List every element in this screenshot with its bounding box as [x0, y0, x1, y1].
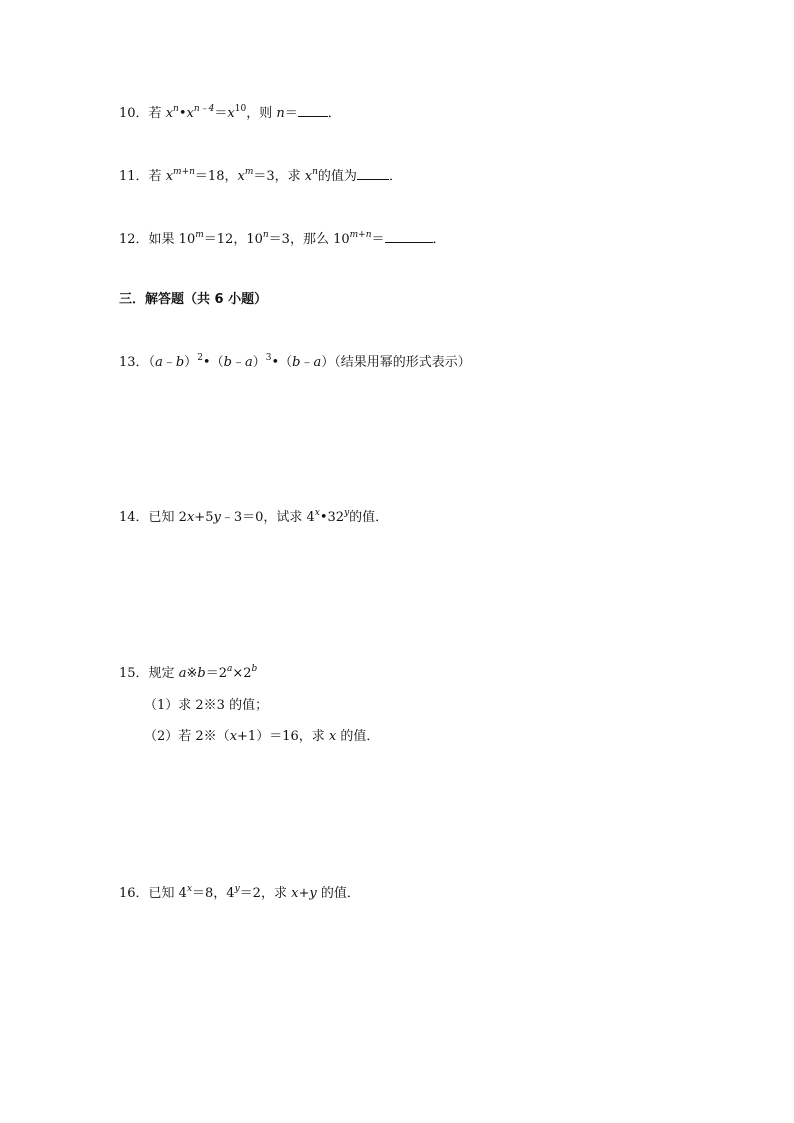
answer-blank[interactable]: [298, 103, 328, 117]
question-intro: 如果 10: [148, 232, 196, 247]
math-var: b: [292, 355, 301, 370]
paren: （: [210, 355, 224, 370]
math-exponent: 2: [197, 352, 203, 363]
paren: （: [279, 355, 293, 370]
paren: （: [148, 355, 156, 370]
question-intro: 已知 2: [148, 510, 187, 525]
math-exponent: m: [195, 229, 204, 240]
question-number: 12．: [119, 232, 149, 247]
math-var: a: [244, 355, 253, 370]
math-minus: ﹣: [162, 355, 176, 370]
math-var: x: [291, 886, 299, 901]
question-text: 的值．: [320, 886, 360, 901]
question-12: [119, 229, 446, 250]
question-text: 的值．: [340, 729, 380, 744]
question-end: ．: [432, 232, 446, 247]
math-exponent: x: [186, 883, 193, 894]
math-var: x: [328, 729, 337, 744]
math-minus: ﹣: [300, 355, 314, 370]
math-var: n: [276, 106, 285, 121]
question-text: ＝3，求: [253, 169, 301, 184]
math-var: b: [197, 666, 206, 681]
paren: ）: [184, 355, 198, 370]
question-15: [119, 664, 257, 684]
math-var: x: [165, 169, 174, 184]
math-dot: •: [271, 355, 280, 370]
question-15-part-2: [144, 727, 379, 747]
math-exponent: 10: [234, 103, 247, 114]
math-exponent: n﹣4: [193, 103, 215, 114]
question-intro: 若: [148, 106, 162, 121]
math-exponent: m+n: [349, 229, 372, 240]
math-exponent: x: [314, 507, 320, 518]
question-intro: 若: [148, 169, 162, 184]
question-number: 13．: [119, 355, 149, 370]
math-base: 32: [327, 510, 345, 525]
question-13: [119, 353, 471, 373]
math-exponent: y: [344, 507, 350, 518]
math-exponent: n: [312, 166, 318, 177]
math-var: x: [186, 510, 195, 525]
question-text: ＝8，4: [192, 886, 235, 901]
question-text: 的值．: [349, 510, 389, 525]
answer-blank[interactable]: [357, 166, 389, 180]
question-number: 15．: [119, 666, 149, 681]
question-number: 11．: [119, 169, 149, 184]
math-term: ＝2: [205, 666, 227, 681]
answer-blank[interactable]: [385, 229, 433, 243]
question-number: 16．: [119, 886, 149, 901]
math-var: b: [175, 355, 185, 370]
math-term: +5: [194, 510, 214, 525]
question-intro: 已知 4: [148, 886, 187, 901]
math-exponent: 3: [265, 352, 272, 363]
math-var: y: [309, 886, 317, 901]
math-exponent: n: [173, 103, 179, 114]
question-text: ＝3，那么 10: [268, 232, 350, 247]
math-equals: ＝: [214, 106, 228, 121]
math-var: x: [237, 169, 245, 184]
math-term: ×2: [232, 666, 252, 681]
math-exponent: m+n: [173, 166, 195, 177]
question-text: ，则: [246, 106, 273, 121]
question-14: [119, 508, 388, 528]
math-plus: +: [298, 886, 310, 901]
question-number: 14．: [119, 510, 149, 525]
question-16: [119, 884, 360, 904]
section-heading: 三．解答题（共 6 小题）: [119, 292, 268, 307]
math-var: x: [227, 106, 235, 121]
question-text: ＝18，: [194, 169, 238, 184]
math-var: x: [229, 729, 238, 744]
question-text: ＝12，10: [203, 232, 263, 247]
math-var: y: [213, 510, 221, 525]
math-minus: ﹣: [231, 355, 245, 370]
question-text: ﹣3＝0，试求 4: [220, 510, 315, 525]
paren: ）: [252, 355, 266, 370]
question-end: ．: [388, 169, 402, 184]
math-exponent: a: [226, 663, 233, 674]
math-var: a: [178, 666, 187, 681]
math-equals: ＝: [371, 232, 385, 247]
math-operator: ※: [186, 666, 198, 681]
question-11: [119, 166, 402, 187]
math-equals: ＝: [284, 106, 298, 121]
math-exponent: m: [244, 166, 254, 177]
math-exponent: b: [251, 663, 258, 674]
question-text: （2）若 2※（: [144, 729, 230, 744]
question-text: ＝2，求: [239, 886, 287, 901]
paren: ）: [321, 355, 335, 370]
math-var: a: [155, 355, 163, 370]
math-var: x: [186, 106, 194, 121]
math-var: a: [313, 355, 322, 370]
math-var: x: [304, 169, 313, 184]
question-10: [119, 103, 341, 124]
math-dot: •: [178, 106, 187, 121]
question-15-part-1: （1）求 2※3 的值；: [144, 698, 269, 713]
math-exponent: n: [262, 229, 269, 240]
question-text: +1）＝16，求: [237, 729, 325, 744]
math-dot: •: [202, 355, 211, 370]
question-note: （结果用幂的形式表示）: [334, 355, 471, 370]
math-var: x: [165, 106, 174, 121]
question-number: 10．: [119, 106, 149, 121]
question-end: ．: [327, 106, 341, 121]
math-exponent: y: [234, 883, 240, 894]
question-intro: 规定: [148, 666, 175, 681]
math-var: b: [223, 355, 232, 370]
math-dot: •: [319, 510, 328, 525]
question-text: 的值为: [317, 169, 357, 184]
